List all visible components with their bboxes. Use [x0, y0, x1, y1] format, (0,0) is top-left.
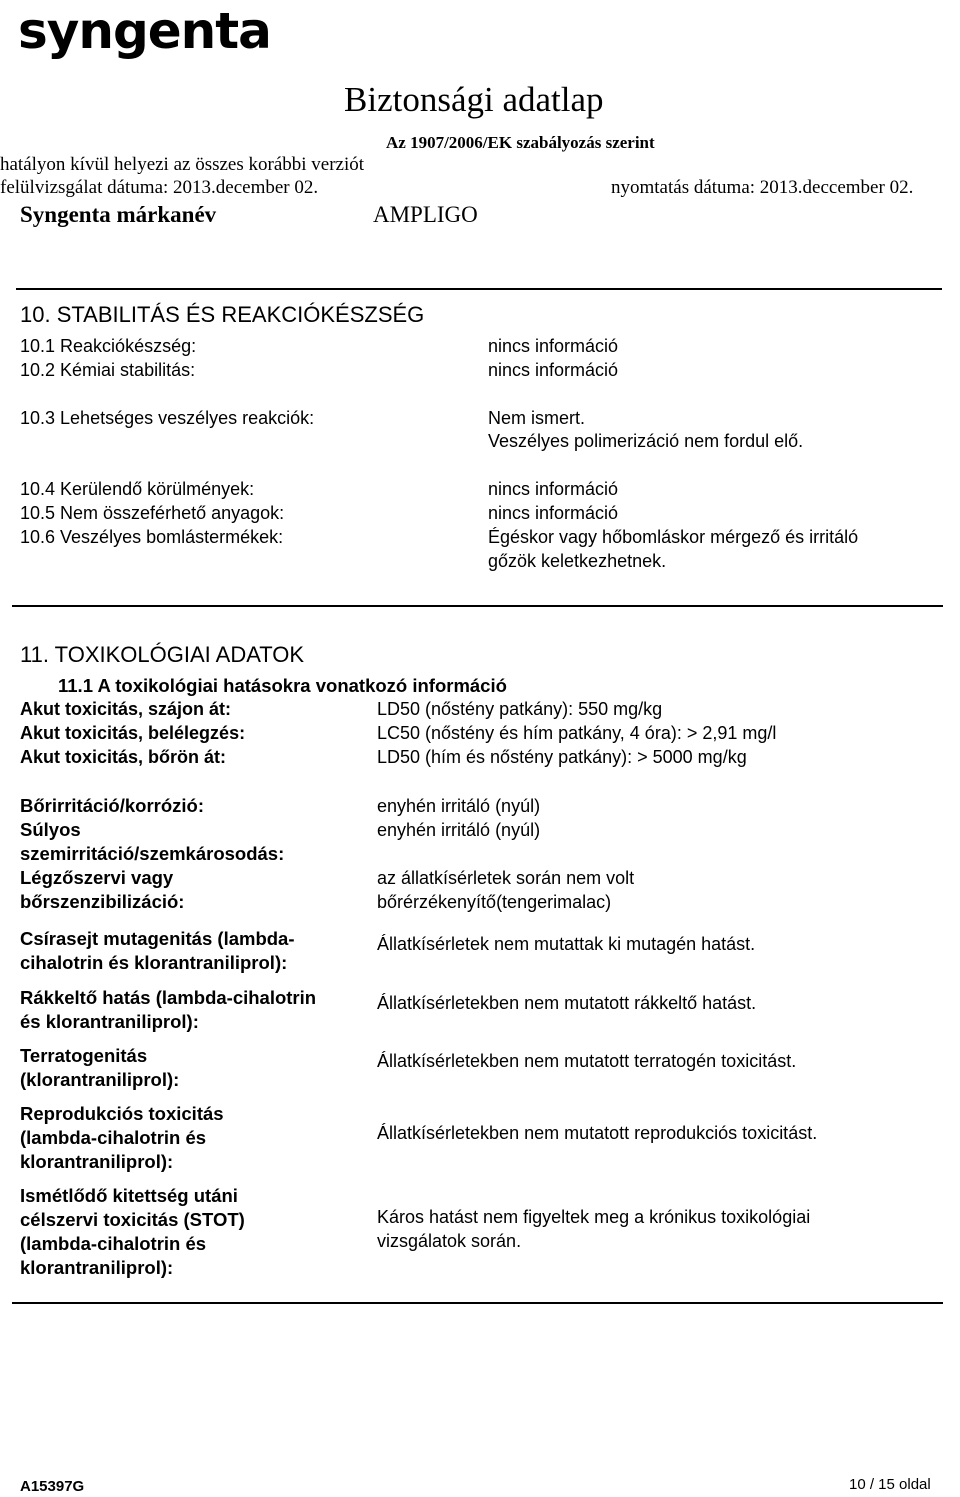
skin-irritation-value: enyhén irritáló (nyúl): [377, 796, 541, 816]
row-10-2-value: nincs információ: [488, 360, 619, 380]
revision-date: felülvizsgálat dátuma: 2013.december 02.: [0, 177, 319, 198]
carcinogenicity-value: Állatkísérletekben nem mutatott rákkeltő hatást.: [377, 993, 757, 1013]
header-divider: [16, 288, 942, 290]
eye-damage-value: enyhén irritáló (nyúl): [377, 820, 541, 840]
sensitisation-value: az állatkísérletek során nem volt bőrérzékenyítő(tengerimalac): [377, 868, 635, 912]
acute-inhalation-label: Akut toxicitás, belélegzés:: [20, 723, 246, 743]
teratogenicity-label: Terratogenitás (klorantraniliprol):: [20, 1045, 180, 1090]
document-code: A15397G: [20, 1478, 85, 1495]
acute-oral-value: LD50 (nőstény patkány): 550 mg/kg: [377, 699, 663, 719]
eye-damage-label: Súlyos szemirritáció/szemkárosodás:: [20, 819, 285, 864]
row-10-6-label: 10.6 Veszélyes bomlástermékek:: [20, 527, 284, 547]
acute-inhalation-value: LC50 (nőstény és hím patkány, 4 óra): > 2,91 mg/l: [377, 723, 777, 743]
section-10-title: 10. STABILITÁS ÉS REAKCIÓKÉSZSÉG: [20, 302, 425, 327]
row-10-6-value-line2: gőzök keletkezhetnek.: [488, 551, 667, 571]
row-10-2-label: 10.2 Kémiai stabilitás:: [20, 360, 196, 380]
acute-dermal-value: LD50 (hím és nőstény patkány): > 5000 mg/kg: [377, 747, 747, 767]
mutagenicity-value: Állatkísérletek nem mutattak ki mutagén hatást.: [377, 934, 756, 954]
row-10-3-label: 10.3 Lehetséges veszélyes reakciók:: [20, 408, 315, 428]
stot-repeated-label: Ismétlődő kitettség utáni célszervi toxicitás (STOT) (lambda-cihalotrin és klorantraniliprol):: [20, 1185, 245, 1278]
brand-label: Syngenta márkanév: [20, 202, 217, 227]
reproductive-toxicity-value: Állatkísérletekben nem mutatott reprodukciós toxicitást.: [377, 1123, 818, 1143]
row-10-1-label: 10.1 Reakciókészség:: [20, 336, 197, 356]
section-divider: [12, 605, 943, 607]
skin-irritation-label: Bőrirritáció/korrózió:: [20, 795, 204, 816]
row-10-1-value: nincs információ: [488, 336, 619, 356]
teratogenicity-value: Állatkísérletekben nem mutatott terratogén toxicitást.: [377, 1051, 797, 1071]
print-date: nyomtatás dátuma: 2013.deccember 02.: [611, 177, 914, 198]
row-10-4-label: 10.4 Kerülendő körülmények:: [20, 479, 255, 499]
section-end-divider: [12, 1302, 943, 1304]
stot-repeated-value: Káros hatást nem figyeltek meg a krónikus toxikológiai vizsgálatok során.: [377, 1207, 811, 1251]
row-10-5-value: nincs információ: [488, 503, 619, 523]
acute-dermal-label: Akut toxicitás, bőrön át:: [20, 747, 227, 767]
row-10-5-label: 10.5 Nem összeférhető anyagok:: [20, 503, 285, 523]
page-number: 10 / 15 oldal: [849, 1476, 931, 1493]
row-10-3-value: Nem ismert.: [488, 408, 586, 428]
syngenta-logo: syngenta: [18, 2, 271, 60]
row-10-6-value: Égéskor vagy hőbomláskor mérgező és irritáló: [488, 527, 859, 547]
section-11-title: 11. TOXIKOLÓGIAI ADATOK: [20, 642, 305, 667]
product-name: AMPLIGO: [373, 202, 478, 227]
section-11-1-subtitle: 11.1 A toxikológiai hatásokra vonatkozó információ: [58, 675, 507, 696]
regulation-note: Az 1907/2006/EK szabályozás szerint: [386, 133, 655, 152]
reproductive-toxicity-label: Reprodukciós toxicitás (lambda-cihalotrin és klorantraniliprol):: [20, 1103, 224, 1172]
supersedes-note: hatályon kívül helyezi az összes korábbi verziót: [0, 154, 365, 175]
document-title: Biztonsági adatlap: [344, 80, 604, 119]
sensitisation-label: Légzőszervi vagy bőrszenzibilizáció:: [20, 867, 185, 912]
row-10-4-value: nincs információ: [488, 479, 619, 499]
mutagenicity-label: Csírasejt mutagenitás (lambda-cihalotrin és klorantraniliprol):: [20, 928, 295, 973]
carcinogenicity-label: Rákkeltő hatás (lambda-cihalotrin és klorantraniliprol):: [20, 987, 317, 1032]
acute-oral-label: Akut toxicitás, szájon át:: [20, 699, 232, 719]
row-10-3-value-line2: Veszélyes polimerizáció nem fordul elő.: [488, 431, 804, 451]
